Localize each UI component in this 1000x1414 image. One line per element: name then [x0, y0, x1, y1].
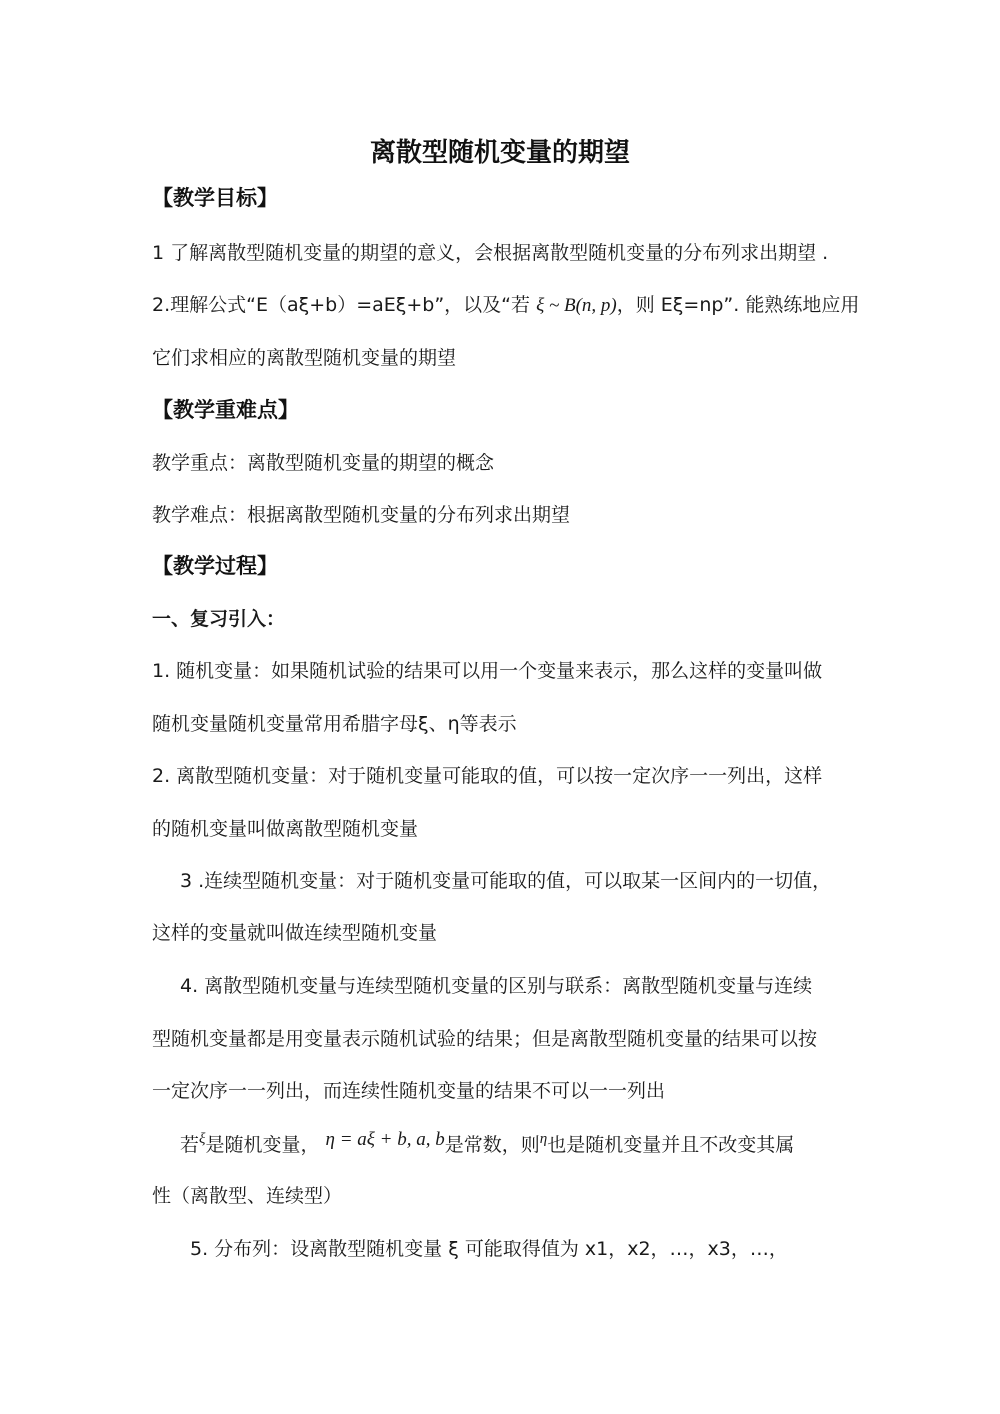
item-2-line-1: 2. 离散型随机变量：对于随机变量可能取的值，可以按一定次序一一列出，这样 [152, 765, 823, 787]
item-1-line-2: 随机变量随机变量常用希腊字母ξ、η等表示 [152, 713, 517, 735]
eta-symbol: η [539, 1131, 548, 1147]
key-point: 教学重点：离散型随机变量的期望的概念 [152, 452, 495, 474]
objective-2-prefix: 2.理解公式“E（aξ+b）=aEξ+b”，以及“若 [152, 294, 537, 316]
item-3-line-2: 这样的变量就叫做连续型随机变量 [152, 922, 438, 944]
review-heading: 一、复习引入： [152, 608, 286, 630]
key-points-heading: 【教学重难点】 [152, 398, 299, 422]
objective-2-continued: 它们求相应的离散型随机变量的期望 [152, 347, 457, 369]
item-2-line-2: 的随机变量叫做离散型随机变量 [152, 818, 419, 840]
objective-2 [152, 293, 859, 318]
objective-1: 1 了解离散型随机变量的期望的意义，会根据离散型随机变量的分布列求出期望 . [152, 242, 829, 264]
item-5-line-1: 5. 分布列：设离散型随机变量 ξ 可能取得值为 x1，x2，…，x3，…， [190, 1238, 788, 1260]
note-text-4: 也是随机变量并且不改变其属 [547, 1134, 795, 1156]
linear-transform-formula: η = aξ + b, a, b [325, 1129, 445, 1150]
item-1-line-1: 1. 随机变量：如果随机试验的结果可以用一个变量来表示，那么这样的变量叫做 [152, 660, 823, 682]
item-3-line-1: 3 .连续型随机变量：对于随机变量可能取的值，可以取某一区间内的一切值， [180, 870, 832, 892]
note-line-1 [180, 1129, 795, 1159]
objectives-heading: 【教学目标】 [152, 186, 278, 210]
objective-2-suffix: ，则 Eξ=np”. 能熟练地应用 [616, 294, 860, 316]
binomial-formula: ξ ~ B(n, p) [536, 295, 617, 316]
item-4-line-3: 一定次序一一列出，而连续性随机变量的结果不可以一一列出 [152, 1080, 666, 1102]
note-text-3: 是常数，则 [444, 1134, 540, 1156]
difficult-point: 教学难点：根据离散型随机变量的分布列求出期望 [152, 504, 571, 526]
note-text-2: 是随机变量， [205, 1134, 320, 1156]
item-4-line-1: 4. 离散型随机变量与连续型随机变量的区别与联系：离散型随机变量与连续 [180, 975, 813, 997]
process-heading: 【教学过程】 [152, 554, 278, 578]
note-text-1: 若 [180, 1134, 200, 1156]
xi-symbol: ξ [199, 1131, 206, 1147]
note-line-2: 性（离散型、连续型） [152, 1185, 343, 1207]
page-title: 离散型随机变量的期望 [369, 138, 630, 168]
item-4-line-2: 型随机变量都是用变量表示随机试验的结果；但是离散型随机变量的结果可以按 [152, 1028, 818, 1050]
